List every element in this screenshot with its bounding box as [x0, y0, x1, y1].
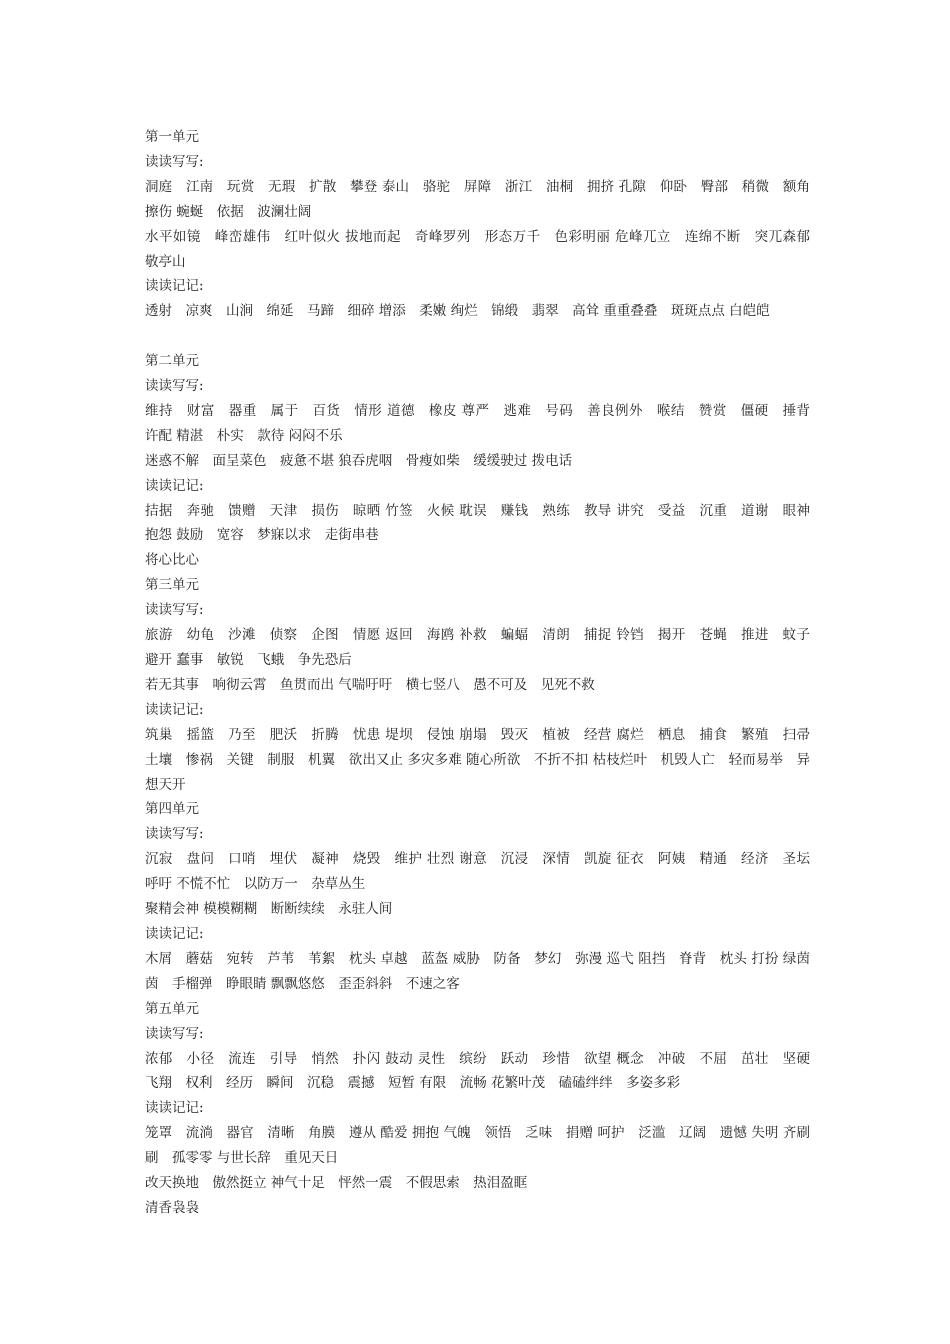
unit-2-heading-read-write: 读读写写: [145, 378, 204, 395]
unit-3-memory-words: 筑巢 摇篮 乃至 肥沃 折腾 忧患 堤坝 侵蚀 崩塌 毁灭 植被 经营 腐烂 栖息 捕食 繁殖 扫帚 土壤 惨祸 关键 制服 机翼 欲出又止 多灾多难 随心所欲 不折不扣 枯枝烂叶 机毁人亡 轻而易举 异想天开 [145, 726, 810, 793]
unit-4-words: 沉寂 盘问 口哨 埋伏 凝神 烧毁 维护 壮烈 谢意 沉浸 深情 凯旋 征衣 阿姨 精通 经济 圣坛 呼吁 不慌不忙 以防万一 杂草丛生 [145, 851, 810, 893]
unit-3-title: 第三单元 [145, 577, 199, 594]
unit-3-heading-read-remember: 读读记记: [145, 701, 204, 718]
unit-1-memory-words: 透射 凉爽 山涧 绵延 马蹄 细碎 增添 柔嫩 绚烂 锦缎 翡翠 高耸 重重叠叠 斑斑点点 白皑皑 [145, 303, 770, 320]
unit-1-heading-read-remember: 读读记记: [145, 278, 204, 295]
unit-4-heading-read-remember: 读读记记: [145, 925, 204, 942]
unit-3-idioms: 若无其事 响彻云霄 鱼贯而出 气喘吁吁 横七竖八 愚不可及 见死不救 [145, 676, 595, 693]
unit-5-words: 浓郁 小径 流连 引导 悄然 扑闪 鼓动 灵性 缤纷 跃动 珍惜 欲望 概念 冲破 不屈 茁壮 坚硬 飞翔 权利 经历 瞬间 沉稳 震撼 短暂 有限 流畅 花繁叶茂 磕磕绊绊 多姿多彩 [145, 1050, 810, 1092]
unit-1-idioms: 水平如镜 峰峦雄伟 红叶似火 拔地而起 奇峰罗列 形态万千 色彩明丽 危峰兀立 连绵不断 突兀森郁 敬亭山 [145, 228, 824, 270]
vocabulary-document [145, 125, 824, 1221]
unit-2-extra: 将心比心 [145, 552, 199, 569]
unit-3-words: 旅游 幼龟 沙滩 侦察 企图 情愿 返回 海鸥 补救 蝙蝠 清朗 捕捉 铃铛 揭开 苍蝇 推进 蚊子 避开 蠢事 敏锐 飞蛾 争先恐后 [145, 627, 810, 669]
unit-5-memory-words: 笼罩 流淌 器官 清晰 角膜 遵从 酷爱 拥抱 气魄 领悟 乏味 捐赠 呵护 泛滥 辽阔 遗憾 失明 齐刷刷 孤零零 与世长辞 重见天日 [145, 1125, 810, 1167]
unit-5-title: 第五单元 [145, 1000, 199, 1017]
unit-3-heading-read-write: 读读写写: [145, 602, 204, 619]
unit-1-title: 第一单元 [145, 129, 199, 145]
unit-2-memory-words: 拮据 奔驰 馈赠 天津 损伤 晾晒 竹签 火候 耽误 赚钱 熟练 教导 讲究 受益 沉重 道谢 眼神 抱怨 鼓励 宽容 梦寐以求 走街串巷 [145, 502, 810, 544]
unit-4-title: 第四单元 [145, 801, 199, 818]
unit-1-words: 洞庭 江南 玩赏 无瑕 扩散 攀登 泰山 骆驼 屏障 浙江 油桐 拥挤 孔隙 仰卧 臀部 稍微 额角 擦伤 蜿蜒 依据 波澜壮阔 [145, 178, 824, 220]
unit-4-heading-read-write: 读读写写: [145, 826, 204, 843]
unit-2-words: 维持 财富 器重 属于 百货 情形 道德 橡皮 尊严 逃难 号码 善良例外 喉结 赞赏 僵硬 捶背 许配 精湛 朴实 款待 闷闷不乐 [145, 402, 824, 444]
unit-4-memory-words: 木屑 蘑菇 宛转 芦苇 苇絮 枕头 卓越 蓝盔 威胁 防备 梦幻 弥漫 巡弋 阻挡 脊背 枕头 打扮 绿茵茵 手榴弹 睁眼睛 飘飘悠悠 歪歪斜斜 不速之客 [145, 950, 810, 992]
unit-2-heading-read-remember: 读读记记: [145, 477, 204, 494]
unit-1-heading-read-write: 读读写写: [145, 153, 204, 170]
unit-4-idioms: 聚精会神 模模糊糊 断断续续 永驻人间 [145, 901, 393, 918]
unit-2-title: 第二单元 [145, 353, 199, 370]
unit-5-idioms: 改天换地 傲然挺立 神气十足 怦然一震 不假思索 热泪盈眶 [145, 1175, 528, 1192]
unit-5-heading-read-remember: 读读记记: [145, 1100, 204, 1117]
unit-5-extra: 清香袅袅 [145, 1199, 199, 1216]
unit-5-heading-read-write: 读读写写: [145, 1025, 204, 1042]
unit-2-idioms: 迷惑不解 面呈菜色 疲惫不堪 狼吞虎咽 骨瘦如柴 缓缓驶过 拨电话 [145, 452, 573, 469]
section-gap [145, 324, 810, 349]
